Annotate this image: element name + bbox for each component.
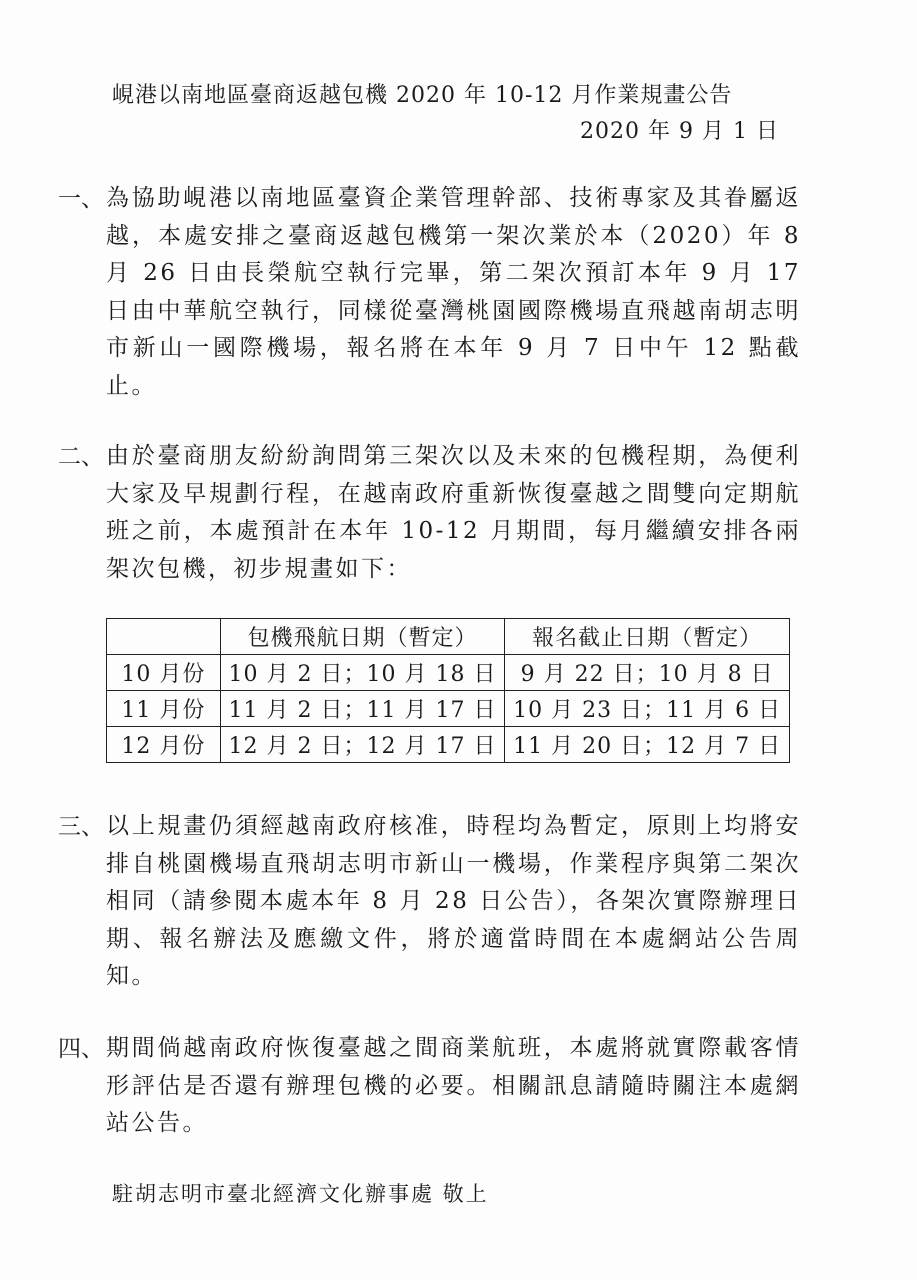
table-header-row bbox=[107, 619, 790, 655]
signature: 駐胡志明市臺北經濟文化辦事處 敬上 bbox=[112, 1182, 489, 1206]
charter-schedule-table bbox=[106, 618, 790, 763]
document-date: 2020 年 9 月 1 日 bbox=[580, 119, 779, 144]
section-number: 二、 bbox=[58, 444, 104, 470]
table-cell-flight-dates: 11 月 2 日；11 月 17 日 bbox=[220, 691, 505, 727]
section-number: 三、 bbox=[58, 814, 104, 840]
table-cell-month: 11 月份 bbox=[107, 691, 221, 727]
table-row bbox=[107, 727, 790, 763]
table-row bbox=[107, 655, 790, 691]
table-cell-month: 12 月份 bbox=[107, 727, 221, 763]
table-cell-deadline-dates: 10 月 23 日；11 月 6 日 bbox=[505, 691, 790, 727]
table-cell-deadline-dates: 9 月 22 日；10 月 8 日 bbox=[505, 655, 790, 691]
section-text: 以上規畫仍須經越南政府核准，時程均為暫定，原則上均將安排自桃園機場直飛胡志明市新山一機場，作業程序與第二架次相同（請參閱本處本年 8 月 28 日公告），各架次實際辦理日期、報名辦法及應繳文件，將於適當時間在本處網站公告周知。 bbox=[106, 813, 801, 989]
table-cell-flight-dates: 10 月 2 日；10 月 18 日 bbox=[220, 655, 505, 691]
section-text: 期間倘越南政府恢復臺越之間商業航班，本處將就實際載客情形評估是否還有辦理包機的必要。相關訊息請隨時關注本處網站公告。 bbox=[106, 1035, 801, 1136]
table-header-cell bbox=[107, 619, 221, 655]
table-cell-flight-dates: 12 月 2 日；12 月 17 日 bbox=[220, 727, 505, 763]
table-header-cell: 報名截止日期（暫定） bbox=[505, 619, 790, 655]
table-cell-month: 10 月份 bbox=[107, 655, 221, 691]
section-text: 由於臺商朋友紛紛詢問第三架次以及未來的包機程期，為便利大家及早規劃行程，在越南政府重新恢復臺越之間雙向定期航班之前，本處預計在本年 10-12 月期間，每月繼續安排各兩架次包機，初步規畫如下： bbox=[106, 443, 801, 582]
table-cell-deadline-dates: 11 月 20 日；12 月 7 日 bbox=[505, 727, 790, 763]
section-number: 一、 bbox=[58, 186, 104, 212]
section-text: 為協助峴港以南地區臺資企業管理幹部、技術專家及其眷屬返越，本處安排之臺商返越包機第一架次業於本（2020）年 8 月 26 日由長榮航空執行完畢，第二架次預訂本年 9 月 17 日由中華航空執行，同樣從臺灣桃園國際機場直飛越南胡志明市新山一國際機場，報名將在本年 9 月 7 日中午 12 點截止。 bbox=[106, 185, 801, 399]
section-number: 四、 bbox=[58, 1036, 104, 1062]
table-row bbox=[107, 691, 790, 727]
document-title: 峴港以南地區臺商返越包機 2020 年 10-12 月作業規畫公告 bbox=[112, 83, 733, 108]
table-header-cell: 包機飛航日期（暫定） bbox=[220, 619, 505, 655]
